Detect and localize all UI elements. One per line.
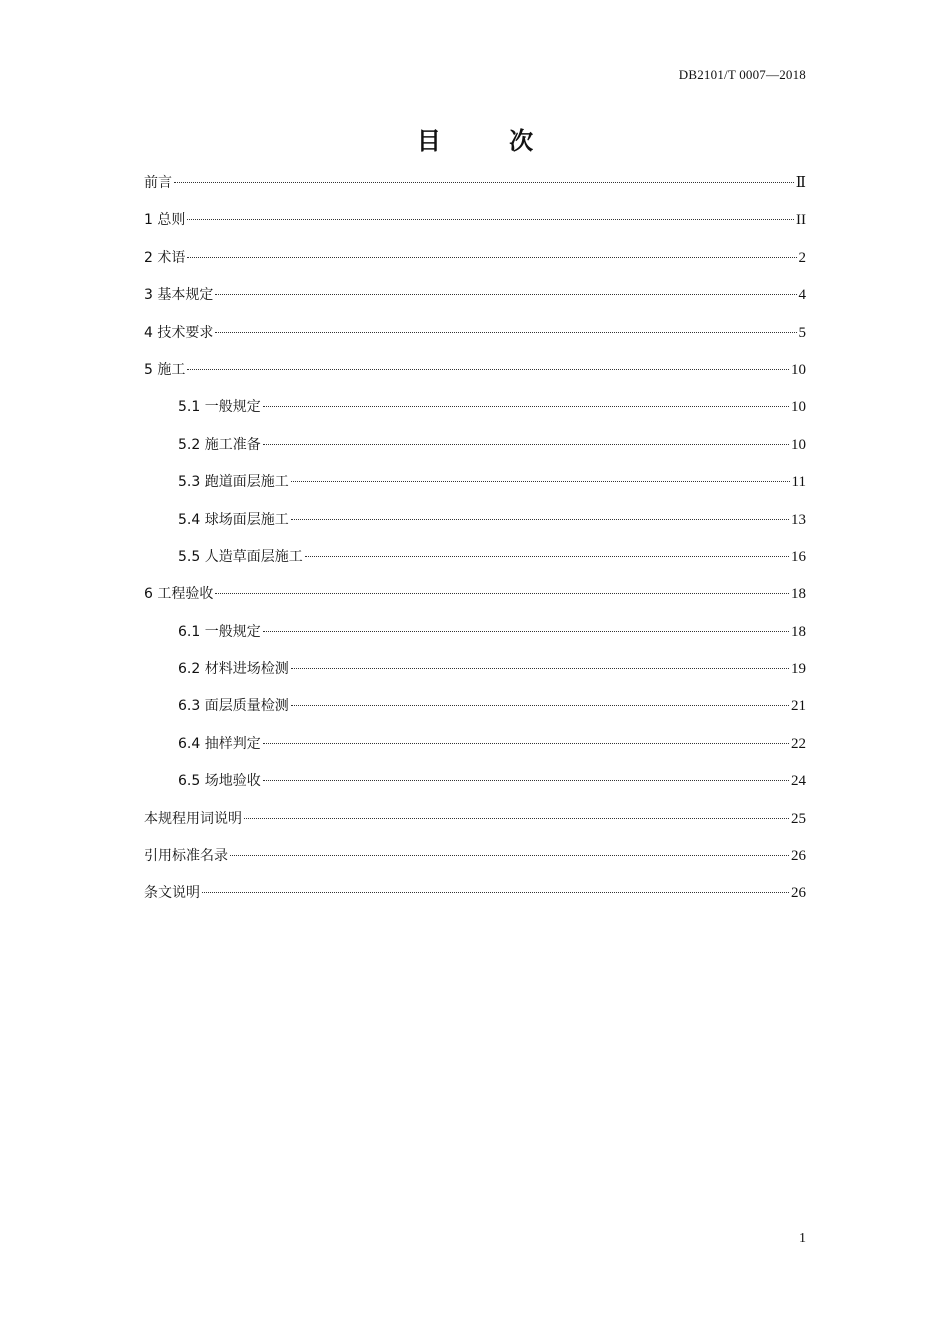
toc-entry-label: 5.5 人造草面层施工 — [178, 548, 303, 565]
toc-entry-label: 6.4 抽样判定 — [178, 735, 261, 752]
toc-entry-page: 18 — [791, 623, 806, 640]
toc-entry-page: 26 — [791, 885, 806, 902]
dot-leader — [263, 406, 789, 407]
dot-leader — [263, 631, 789, 632]
toc-entry-page: 2 — [798, 249, 806, 266]
dot-leader — [187, 369, 789, 370]
dot-leader — [187, 219, 794, 220]
toc-entry[interactable] — [144, 283, 806, 320]
dot-leader — [291, 668, 789, 669]
toc-entry-label: 1 总则 — [144, 212, 186, 229]
toc-entry[interactable] — [144, 508, 806, 545]
toc-entry-page: 5 — [798, 324, 806, 341]
toc-entry[interactable] — [144, 395, 806, 432]
toc-entry-page: 25 — [791, 810, 806, 827]
dot-leader — [215, 593, 789, 594]
dot-leader — [230, 855, 789, 856]
dot-leader — [263, 780, 789, 781]
toc-entry[interactable] — [144, 844, 806, 881]
toc-entry[interactable] — [144, 620, 806, 657]
toc-title: 目 次 — [416, 127, 564, 155]
toc-entry-page: 18 — [791, 586, 806, 603]
toc-entry[interactable] — [144, 246, 806, 283]
toc-entry[interactable] — [144, 470, 806, 507]
dot-leader — [263, 743, 789, 744]
toc-entry-page: 22 — [791, 735, 806, 752]
toc-entry-label: 引用标准名录 — [144, 848, 228, 865]
toc-entry-label: 6.2 材料进场检测 — [178, 661, 289, 678]
toc-entry[interactable] — [144, 545, 806, 582]
toc-entry-page: 16 — [791, 548, 806, 565]
toc-entry[interactable] — [144, 208, 806, 245]
dot-leader — [215, 332, 796, 333]
toc-entry-page: 13 — [791, 511, 806, 528]
toc-entry-label: 6 工程验收 — [144, 586, 214, 603]
toc-entry[interactable] — [144, 321, 806, 358]
toc-entry-page: 10 — [791, 436, 806, 453]
toc-entry-label: 6.5 场地验收 — [178, 773, 261, 790]
toc-entry-label: 3 基本规定 — [144, 287, 214, 304]
toc-entry[interactable] — [144, 769, 806, 806]
toc-entry-page: 21 — [791, 698, 806, 715]
toc-entry[interactable] — [144, 807, 806, 844]
dot-leader — [291, 519, 789, 520]
toc-entry-page: Ⅱ — [795, 175, 806, 191]
toc-entry-label: 5 施工 — [144, 361, 186, 378]
table-of-contents — [144, 171, 806, 919]
dot-leader — [305, 556, 789, 557]
toc-entry-label: 6.1 一般规定 — [178, 623, 261, 640]
dot-leader — [244, 818, 789, 819]
toc-entry-page: 19 — [791, 661, 806, 678]
dot-leader — [202, 892, 789, 893]
toc-entry-label: 5.3 跑道面层施工 — [178, 474, 289, 491]
toc-entry[interactable] — [144, 732, 806, 769]
toc-entry-page: 10 — [791, 399, 806, 416]
dot-leader — [215, 294, 796, 295]
dot-leader — [263, 444, 789, 445]
toc-entry-label: 前言 — [144, 175, 172, 191]
dot-leader — [291, 481, 790, 482]
toc-entry-label: 6.3 面层质量检测 — [178, 698, 289, 715]
toc-entry-label: 条文说明 — [144, 885, 200, 902]
toc-entry-label: 4 技术要求 — [144, 324, 214, 341]
toc-entry-page: 10 — [791, 361, 806, 378]
toc-entry-label: 5.1 一般规定 — [178, 399, 261, 416]
toc-entry[interactable] — [144, 433, 806, 470]
toc-entry-page: 11 — [791, 474, 806, 491]
toc-entry[interactable] — [144, 694, 806, 731]
dot-leader — [174, 182, 794, 183]
toc-entry-page: II — [796, 212, 806, 229]
toc-entry[interactable] — [144, 657, 806, 694]
toc-entry-label: 5.2 施工准备 — [178, 436, 261, 453]
toc-entry-label: 本规程用词说明 — [144, 810, 242, 827]
dot-leader — [187, 257, 796, 258]
page-number: 1 — [799, 1231, 806, 1246]
toc-entry[interactable] — [144, 358, 806, 395]
toc-entry-label: 5.4 球场面层施工 — [178, 511, 289, 528]
toc-entry[interactable] — [144, 881, 806, 918]
toc-entry-page: 4 — [798, 287, 806, 304]
toc-entry[interactable] — [144, 171, 806, 208]
toc-entry-page: 24 — [791, 773, 806, 790]
dot-leader — [291, 705, 789, 706]
toc-entry[interactable] — [144, 582, 806, 619]
toc-entry-page: 26 — [791, 848, 806, 865]
toc-entry-label: 2 术语 — [144, 249, 186, 266]
document-code: DB2101/T 0007—2018 — [678, 67, 806, 82]
